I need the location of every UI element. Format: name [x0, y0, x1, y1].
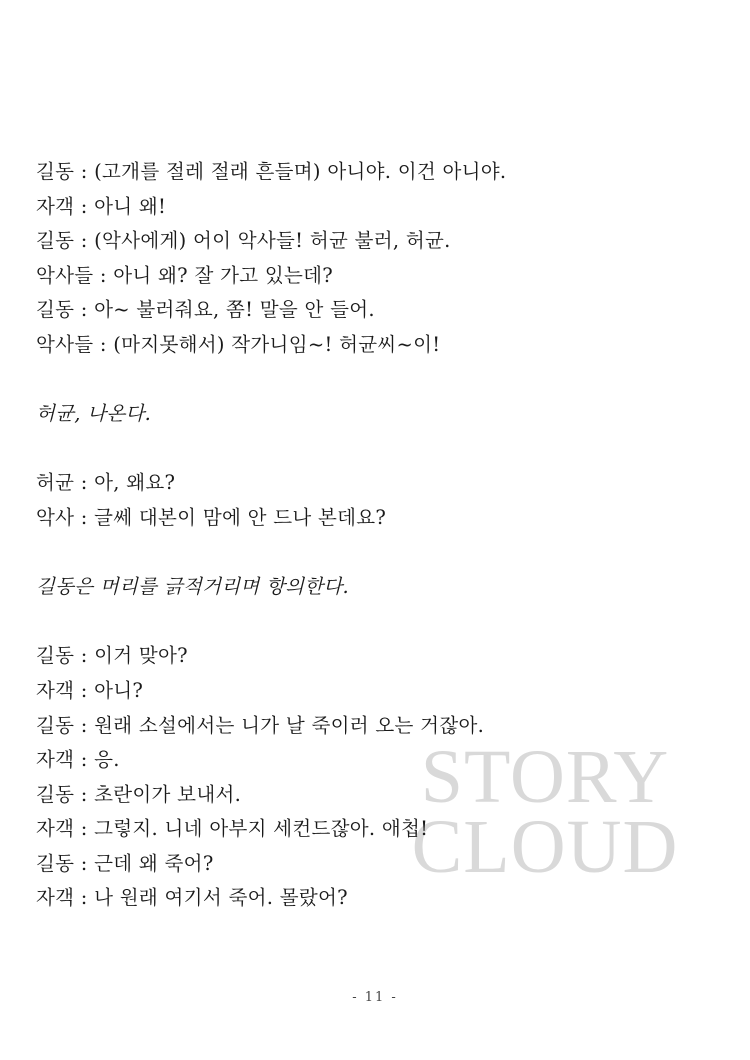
- dialogue-line: 길동 : 근데 왜 죽어?: [36, 851, 214, 875]
- dialogue-line: 악사들 : (마지못해서) 작가니임~! 허균씨~이!: [36, 332, 441, 356]
- dialogue-line: 길동 : 이거 맞아?: [36, 644, 188, 668]
- dialogue-line: 길동 : (악사에게) 어이 악사들! 허균 불러, 허균.: [36, 229, 451, 253]
- stage-direction: 길동은 머리를 긁적거리며 항의한다.: [36, 575, 350, 599]
- dialogue-line: 길동 : (고개를 절레 절래 흔들며) 아니야. 이건 아니야.: [36, 160, 507, 183]
- script-body: [36, 155, 716, 916]
- dialogue-line: 자객 : 그렇지. 니네 아부지 세컨드잖아. 애첩!: [36, 817, 429, 841]
- stage-direction: 허균, 나온다.: [36, 402, 152, 426]
- dialogue-line: 길동 : 원래 소설에서는 니가 날 죽이러 오는 거잖아.: [36, 713, 485, 737]
- dialogue-line: 허균 : 아, 왜요?: [36, 471, 176, 495]
- dialogue-line: 자객 : 나 원래 여기서 죽어. 몰랐어?: [36, 886, 348, 910]
- dialogue-line: 악사 : 글쎄 대본이 맘에 안 드나 본데요?: [36, 505, 387, 529]
- dialogue-line: 자객 : 응.: [36, 748, 120, 772]
- dialogue-line: 길동 : 초란이가 보내서.: [36, 782, 242, 806]
- watermark-line-2: CLOUD: [411, 805, 679, 889]
- spacer: [36, 363, 716, 398]
- watermark-line-1: STORY: [420, 735, 670, 819]
- dialogue-line: 자객 : 아니 왜!: [36, 194, 167, 218]
- dialogue-line: 길동 : 아~ 불러줘요, 쫌! 말을 안 들어.: [36, 298, 375, 322]
- dialogue-line: 악사들 : 아니 왜? 잘 가고 있는데?: [36, 263, 334, 287]
- spacer: [36, 536, 716, 571]
- spacer: [36, 432, 716, 467]
- spacer: [36, 605, 716, 640]
- dialogue-line: 자객 : 아니?: [36, 678, 144, 702]
- page-number: - 11 -: [352, 990, 398, 1005]
